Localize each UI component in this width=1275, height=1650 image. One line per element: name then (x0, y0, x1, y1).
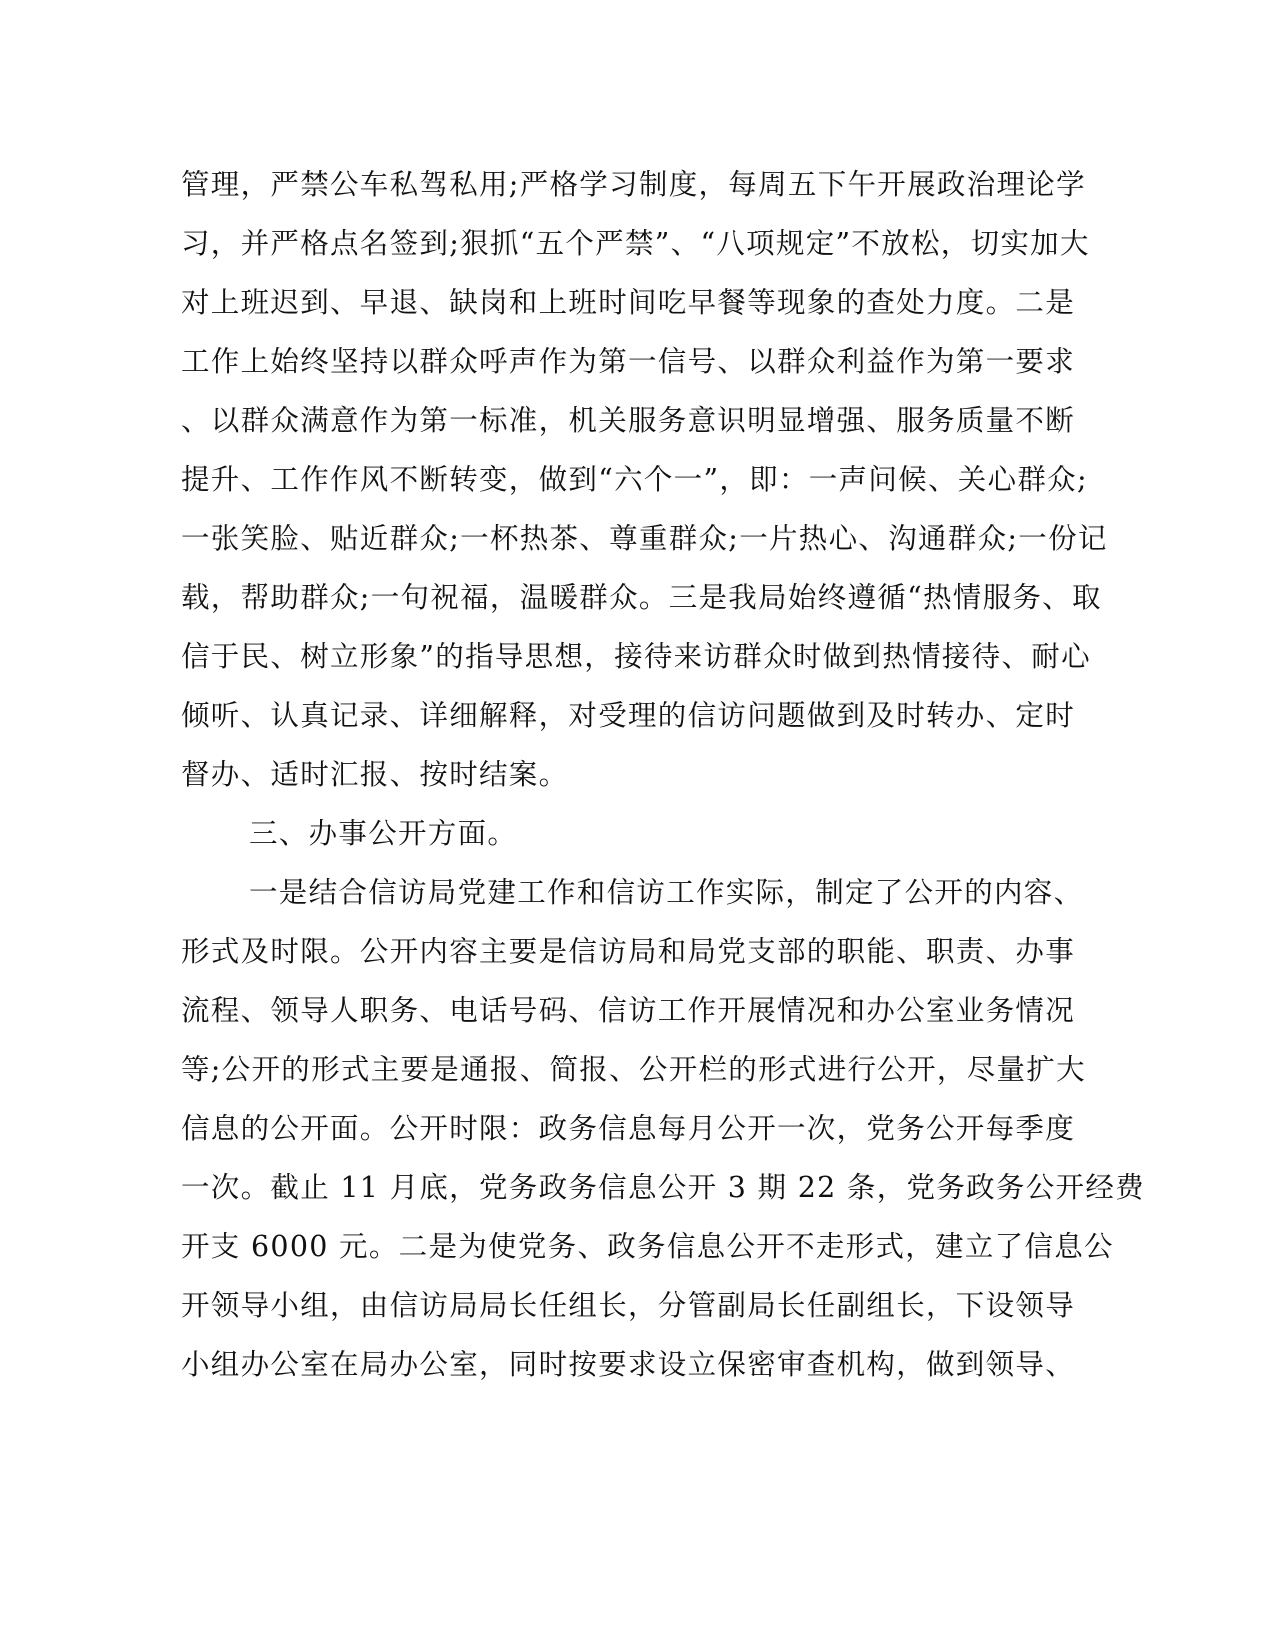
text-line: 一张笑脸、贴近群众;一杯热茶、尊重群众;一片热心、沟通群众;一份记 (181, 522, 1108, 555)
text-line: 习，并严格点名签到;狠抓“五个严禁”、“八项规定”不放松，切实加大 (181, 227, 1090, 260)
text-line: 、以群众满意作为第一标准，机关服务意识明显增强、服务质量不断 (181, 404, 1076, 437)
text-line: 开支 6000 元。二是为使党务、政务信息公开不走形式，建立了信息公 (181, 1230, 1114, 1263)
text-line: 流程、领导人职务、电话号码、信访工作开展情况和办公室业务情况 (181, 994, 1076, 1027)
text-line: 形式及时限。公开内容主要是信访局和局党支部的职能、职责、办事 (181, 935, 1076, 968)
text-line: 小组办公室在局办公室，同时按要求设立保密审查机构，做到领导、 (181, 1348, 1076, 1381)
body-text (181, 155, 1145, 1394)
text-line: 等;公开的形式主要是通报、简报、公开栏的形式进行公开，尽量扩大 (181, 1053, 1086, 1086)
text-line: 对上班迟到、早退、缺岗和上班时间吃早餐等现象的查处力度。二是 (181, 286, 1076, 319)
section-heading: 三、办事公开方面。 (249, 817, 518, 850)
text-line: 载，帮助群众;一句祝福，温暖群众。三是我局始终遵循“热情服务、取 (181, 581, 1102, 614)
text-line: 一是结合信访局党建工作和信访工作实际，制定了公开的内容、 (249, 876, 1084, 909)
text-line: 工作上始终坚持以群众呼声作为第一信号、以群众利益作为第一要求 (181, 345, 1076, 378)
text-line: 信于民、树立形象”的指导思想，接待来访群众时做到热情接待、耐心 (181, 640, 1091, 673)
text-line: 一次。截止 11 月底，党务政务信息公开 3 期 22 条，党务政务公开经费 (181, 1171, 1145, 1204)
text-line: 督办、适时汇报、按时结案。 (181, 758, 569, 791)
text-line: 管理，严禁公车私驾私用;严格学习制度，每周五下午开展政治理论学 (181, 168, 1086, 201)
text-line: 提升、工作作风不断转变，做到“六个一”，即：一声问候、关心群众; (181, 463, 1088, 496)
text-line: 开领导小组，由信访局局长任组长，分管副局长任副组长，下设领导 (181, 1289, 1076, 1322)
text-line: 倾听、认真记录、详细解释，对受理的信访问题做到及时转办、定时 (181, 699, 1076, 732)
text-line: 信息的公开面。公开时限：政务信息每月公开一次，党务公开每季度 (181, 1112, 1076, 1145)
